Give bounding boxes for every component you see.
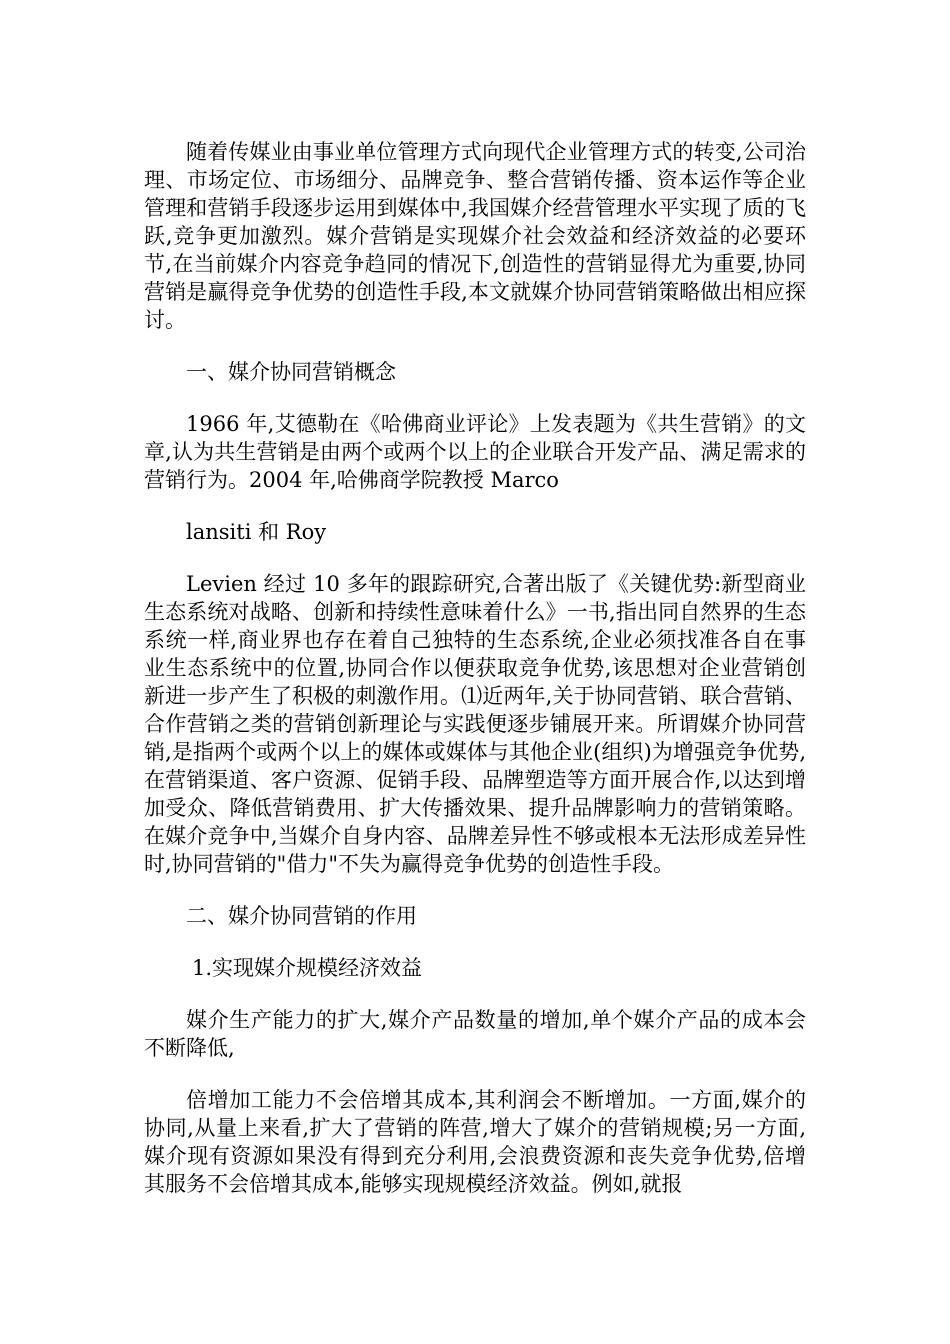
paragraph-scale-1: 媒介生产能力的扩大,媒介产品数量的增加,单个媒介产品的成本会不断降低, bbox=[144, 1008, 806, 1060]
document-body bbox=[144, 138, 806, 1222]
paragraph-concept-3: Levien 经过 10 多年的跟踪研究,合著出版了《关键优势:新型商业生态系统对战略、创新和持续性意味着什么》一书,指出同自然界的生态系统一样,商业界也存在着自己独特的生态系统,企业必须找准各自在事业生态系统中的位置,协同合作以便获取竞争优势,该思想对企业营销创新进一步产生了积极的刺激作用。⑴近两年,关于协同营销、联合营销、合作营销之类的营销创新理论与实践便逐步铺展开来。所谓媒介协同营销,是指两个或两个以上的媒体或媒体与其他企业(组织)为增强竞争优势,在营销渠道、客户资源、促销手段、品牌塑造等方面开展合作,以达到增加受众、降低营销费用、扩大传播效果、提升品牌影响力的营销策略。在媒介竞争中,当媒介自身内容、品牌差异性不够或根本无法形成差异性时,协同营销的"借力"不失为赢得竞争优势的创造性手段。 bbox=[144, 572, 806, 876]
paragraph-concept-1: 1966 年,艾德勒在《哈佛商业评论》上发表题为《共生营销》的文章,认为共生营销是由两个或两个以上的企业联合开发产品、满足需求的营销行为。2004 年,哈佛商学院教授 Marco bbox=[144, 412, 806, 492]
paragraph-scale-2: 倍增加工能力不会倍增其成本,其利润会不断增加。一方面,媒介的协同,从量上来看,扩大了营销的阵营,增大了媒介的营销规模;另一方面,媒介现有资源如果没有得到充分利用,会浪费资源和丧失竞争优势,倍增其服务不会倍增其成本,能够实现规模经济效益。例如,就报 bbox=[144, 1088, 806, 1196]
subsection-heading-1: 1.实现媒介规模经济效益 bbox=[192, 956, 423, 980]
section-heading-1: 一、媒介协同营销概念 bbox=[186, 360, 396, 384]
paragraph-intro: 随着传媒业由事业单位管理方式向现代企业管理方式的转变,公司治理、市场定位、市场细分、品牌竞争、整合营销传播、资本运作等企业管理和营销手段逐步运用到媒体中,我国媒介经营管理水平实现了质的飞跃,竞争更加激烈。媒介营销是实现媒介社会效益和经济效益的必要环节,在当前媒介内容竞争趋同的情况下,创造性的营销显得尤为重要,协同营销是赢得竞争优势的创造性手段,本文就媒介协同营销策略做出相应探讨。 bbox=[144, 140, 806, 332]
paragraph-concept-2: lansiti 和 Roy bbox=[186, 520, 327, 544]
section-heading-2: 二、媒介协同营销的作用 bbox=[186, 904, 417, 928]
